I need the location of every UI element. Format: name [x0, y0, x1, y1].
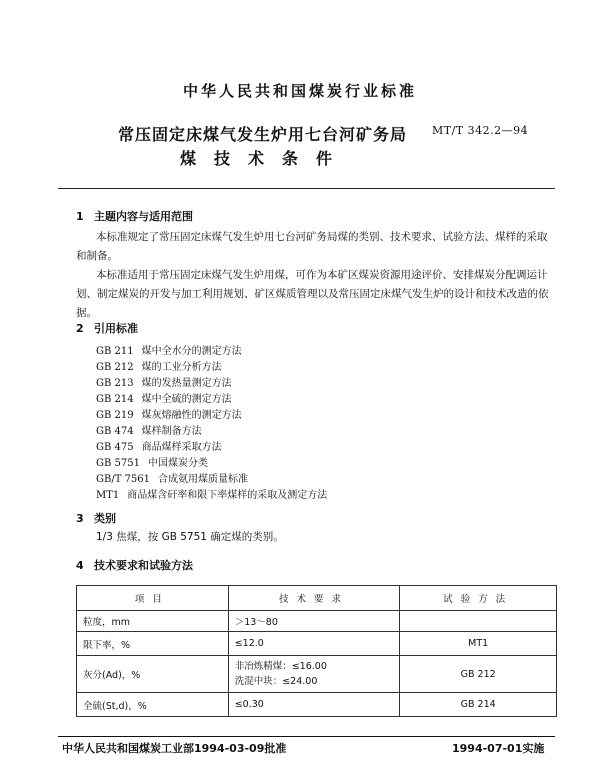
- column-header-requirement: 技术要求: [228, 586, 400, 611]
- reference-item: [96, 438, 222, 453]
- requirement-line: 洗混中块：≤24.00: [234, 676, 318, 687]
- reference-item: [96, 374, 232, 389]
- reference-title: 煤灰熔融性的测定方法: [141, 410, 242, 421]
- cell-item: 全硫(St,d)，%: [77, 693, 229, 717]
- column-header-item: 项目: [77, 586, 229, 611]
- table-row: [77, 693, 557, 717]
- reference-title: 煤的发热量测定方法: [141, 378, 232, 389]
- reference-title: 商品煤含矸率和限下率煤样的采取及测定方法: [127, 490, 328, 501]
- issuing-body-title: 中华人民共和国煤炭行业标准: [182, 82, 417, 100]
- cell-requirement: ≤12.0: [228, 632, 400, 656]
- section-number: 1: [76, 210, 84, 223]
- cell-requirement: ≤0.30: [228, 693, 400, 717]
- reference-item: [96, 358, 222, 373]
- cell-item: 限下率，%: [77, 632, 229, 656]
- reference-code: GB 211: [96, 346, 134, 357]
- reference-title: 中国煤炭分类: [147, 458, 208, 469]
- reference-item: [96, 454, 208, 469]
- section-4-heading: [76, 557, 193, 573]
- reference-title: 商品煤样采取方法: [141, 442, 222, 453]
- section-number: 2: [76, 322, 84, 335]
- reference-code: GB 474: [96, 426, 134, 437]
- reference-code: GB 213: [96, 378, 134, 389]
- reference-code: GB 212: [96, 362, 134, 373]
- reference-item: [96, 342, 242, 357]
- reference-item: [96, 470, 248, 485]
- section-2-heading: [76, 320, 138, 336]
- reference-title: 合成氨用煤质量标准: [158, 474, 249, 485]
- reference-title: 煤样制备方法: [141, 426, 202, 437]
- section-title: 类别: [94, 512, 116, 525]
- approval-statement: 中华人民共和国煤炭工业部1994-03-09批准: [62, 742, 287, 755]
- section-number: 4: [76, 559, 84, 572]
- cell-item: 灰分(Ad)，%: [77, 656, 229, 693]
- table-header-row: [77, 586, 557, 611]
- reference-title: 煤中全水分的测定方法: [141, 346, 242, 357]
- footer-divider: [58, 736, 555, 737]
- reference-item: [96, 406, 242, 421]
- column-header-method: 试验方法: [400, 586, 557, 611]
- table-row: [77, 632, 557, 656]
- reference-code: GB 5751: [96, 458, 140, 469]
- cell-method: GB 214: [400, 693, 557, 717]
- standard-title-line2: 煤技术条件: [180, 149, 351, 168]
- table-row: [77, 656, 557, 693]
- section-1-paragraph-2: 本标准适用于常压固定床煤气发生炉用煤，可作为本矿区煤炭资源用途评价、安排煤炭分配调运计划、制定煤炭的开发与加工利用规划、矿区煤质管理以及常压固定床煤气发生炉的设计和技术改造的依据。: [76, 269, 549, 319]
- reference-item: [96, 486, 327, 501]
- standard-number: MT/T 342.2—94: [432, 124, 529, 137]
- reference-code: GB 214: [96, 394, 134, 405]
- reference-code: GB/T 7561: [96, 474, 151, 485]
- reference-title: 煤中全硫的测定方法: [141, 394, 232, 405]
- reference-code: GB 219: [96, 410, 134, 421]
- reference-code: GB 475: [96, 442, 134, 453]
- cell-method: MT1: [400, 632, 557, 656]
- section-1-heading: [76, 208, 193, 224]
- section-title: 引用标准: [94, 322, 138, 335]
- section-title: 技术要求和试验方法: [94, 559, 193, 572]
- cell-method: GB 212: [400, 656, 557, 693]
- cell-method: [400, 611, 557, 632]
- cell-requirement: ＞13～80: [228, 611, 400, 632]
- reference-item: [96, 390, 232, 405]
- requirement-line: 非冶炼精煤：≤16.00: [234, 661, 327, 672]
- reference-code: MT1: [96, 490, 120, 501]
- table-row: [77, 611, 557, 632]
- standard-title-line1: 常压固定床煤气发生炉用七台河矿务局: [118, 125, 408, 144]
- section-1-paragraph-1: 本标准规定了常压固定床煤气发生炉用七台河矿务局煤的类别、技术要求、试验方法、煤样的采取和制备。: [76, 231, 548, 262]
- section-title: 主题内容与适用范围: [94, 210, 193, 223]
- technical-requirements-table: [76, 585, 557, 717]
- cell-item: 粒度，mm: [77, 611, 229, 632]
- cell-requirement: [228, 656, 400, 693]
- section-number: 3: [76, 512, 84, 525]
- section-3-heading: [76, 510, 116, 526]
- reference-title: 煤的工业分析方法: [141, 362, 222, 373]
- reference-item: [96, 422, 202, 437]
- section-3-paragraph: 1/3 焦煤，按 GB 5751 确定煤的类别。: [96, 531, 284, 543]
- header-divider: [58, 188, 555, 189]
- effective-date: 1994-07-01实施: [452, 742, 545, 755]
